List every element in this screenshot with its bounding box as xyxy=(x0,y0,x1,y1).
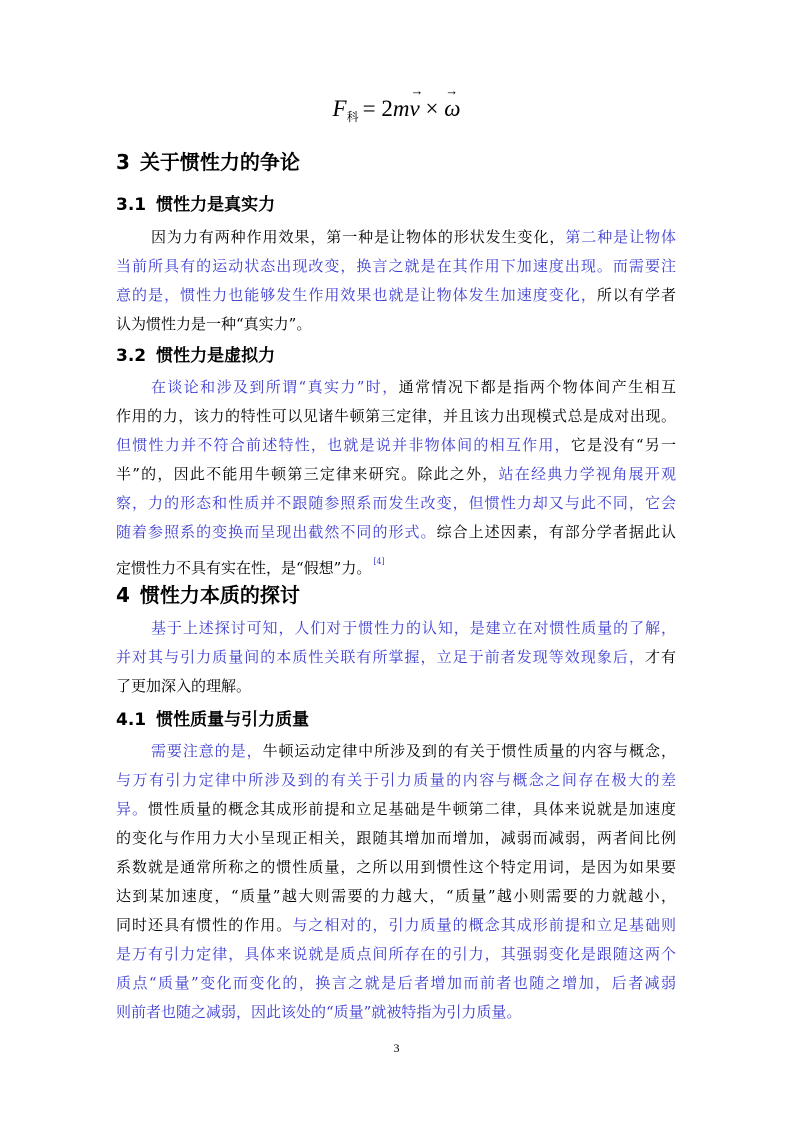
text-line xyxy=(116,223,676,252)
body-text: 通常情况下都是指两个物体间产生相互 xyxy=(398,378,676,396)
body-text: 综合上述因素，有部分学者据此认 xyxy=(436,523,676,541)
highlighted-text: 意的是，惯性力也能够发生作用效果也就是让物体发生加速度变化， xyxy=(116,286,597,304)
section-3-2-heading xyxy=(116,341,275,366)
text-line xyxy=(116,737,676,766)
text-line xyxy=(116,911,676,940)
text-line xyxy=(116,824,676,853)
body-text: 它是没有“另一 xyxy=(570,436,676,454)
section-title: 惯性质量与引力质量 xyxy=(156,710,310,730)
section-3-heading xyxy=(116,146,300,175)
body-text: 因为力有两种作用效果，第一种是让物体的形状发生变化， xyxy=(151,228,566,246)
paragraph-3-2 xyxy=(116,373,676,576)
text-line xyxy=(116,431,676,460)
citation-ref: [4] xyxy=(373,557,385,566)
highlighted-text: 异。 xyxy=(116,800,149,818)
formula-cross: × xyxy=(425,96,439,121)
section-title: 关于惯性力的争论 xyxy=(139,150,300,174)
highlighted-text: 并对其与引力质量间的本质性关联有所掌握，立足于前者发现等效现象后， xyxy=(116,648,645,666)
text-line xyxy=(116,547,676,576)
body-text: 的变化与作用力大小呈现正相关，跟随其增加而增加，减弱而减弱，两者间比例 xyxy=(116,829,676,847)
page-number: 3 xyxy=(393,1041,400,1055)
text-line xyxy=(116,643,676,672)
section-4-1-heading xyxy=(116,705,309,730)
highlighted-text: 当前所具有的运动状态出现改变，换言之就是在其作用下加速度出现。而需要注 xyxy=(116,257,676,275)
text-line xyxy=(116,281,676,310)
text-line xyxy=(116,998,676,1027)
text-line xyxy=(116,460,676,489)
formula-velocity: v → xyxy=(409,96,419,122)
text-line xyxy=(116,795,676,824)
text-line xyxy=(116,518,676,547)
section-title: 惯性力是真实力 xyxy=(156,195,276,215)
formula-omega: ω → xyxy=(444,96,460,122)
highlighted-text: 质点“质量”变化而变化的，换言之就是后者增加而前者也随之增加，后者减弱 xyxy=(116,974,676,992)
text-line xyxy=(116,969,676,998)
text-line xyxy=(116,373,676,402)
body-text: 系数就是通常所称之的惯性质量，之所以用到惯性这个特定用词，是因为如果要 xyxy=(116,858,676,876)
formula-equals: = 2 xyxy=(362,96,393,121)
highlighted-text: 与之相对的，引力质量的概念其成形前提和立足基础则 xyxy=(292,916,676,934)
formula-mass: m xyxy=(392,96,410,121)
body-text: 牛顿运动定律中所涉及到的有关于惯性质量的内容与概念， xyxy=(262,742,676,760)
highlighted-text: 需要注意的是， xyxy=(151,742,263,760)
text-line xyxy=(116,310,676,339)
formula-force: F xyxy=(332,96,347,121)
text-line xyxy=(116,489,676,518)
section-4-heading xyxy=(116,579,300,608)
body-text: 定惯性力不具有实在性，是“假想”力。 xyxy=(116,559,372,577)
text-line xyxy=(116,614,676,643)
highlighted-text: 站在经典力学视角展开观 xyxy=(498,465,676,483)
highlighted-text: 第二种是让物体 xyxy=(565,228,676,246)
text-line xyxy=(116,882,676,911)
section-number: 3.2 xyxy=(116,346,147,366)
paragraph-3-1 xyxy=(116,223,676,339)
body-text: 惯性质量的概念其成形前提和立足基础是牛顿第二律，具体来说就是加速度 xyxy=(148,800,676,818)
body-text: 半”的，因此不能用牛顿第三定律来研究。除此之外， xyxy=(116,465,499,483)
body-text: 同时还具有惯性的作用。 xyxy=(116,916,293,934)
text-line xyxy=(116,940,676,969)
body-text: 达到某加速度，“质量”越大则需要的力越大，“质量”越小则需要的力就越小， xyxy=(116,887,676,905)
paragraph-4-1 xyxy=(116,737,676,1027)
highlighted-text: 随着参照系的变换而呈现出截然不同的形式。 xyxy=(116,523,437,541)
highlighted-text: 在谈论和涉及到所谓“真实力”时， xyxy=(151,378,399,396)
highlighted-text: 是万有引力定律，具体来说就是质点间所存在的引力，其强弱变化是跟随这两个 xyxy=(116,945,676,963)
highlighted-text: 基于上述探讨可知，人们对于惯性力的认知，是建立在对惯性质量的了解， xyxy=(151,619,676,637)
text-line xyxy=(116,672,676,701)
section-title: 惯性力本质的探讨 xyxy=(139,583,300,607)
coriolis-formula xyxy=(0,96,793,125)
highlighted-text: 察，力的形态和性质并不跟随参照系而发生改变，但惯性力却又与此不同，它会 xyxy=(116,494,676,512)
body-text: 了更加深入的理解。 xyxy=(116,677,252,695)
section-number: 4.1 xyxy=(116,710,147,730)
highlighted-text: 与万有引力定律中所涉及到的有关于引力质量的内容与概念之间存在极大的差 xyxy=(116,771,676,789)
text-line xyxy=(116,853,676,882)
body-text: 才有 xyxy=(644,648,676,666)
highlighted-text: 但惯性力并不符合前述特性，也就是说并非物体间的相互作用， xyxy=(116,436,571,454)
text-line xyxy=(116,252,676,281)
text-line xyxy=(116,402,676,431)
section-number: 4 xyxy=(116,583,130,607)
section-number: 3.1 xyxy=(116,195,147,215)
section-number: 3 xyxy=(116,150,130,174)
body-text: 认为惯性力是一种“真实力”。 xyxy=(116,315,312,333)
section-title: 惯性力是虚拟力 xyxy=(156,346,276,366)
section-3-1-heading xyxy=(116,190,275,215)
text-line xyxy=(116,766,676,795)
body-text: 作用的力，该力的特性可以见诸牛顿第三定律，并且该力出现模式总是成对出现。 xyxy=(116,407,676,425)
paragraph-4 xyxy=(116,614,676,701)
body-text: 所以有学者 xyxy=(596,286,676,304)
highlighted-text: 则前者也随之减弱，因此该处的“质量”就被特指为引力质量。 xyxy=(116,1003,522,1021)
formula-subscript: 科 xyxy=(346,110,359,124)
